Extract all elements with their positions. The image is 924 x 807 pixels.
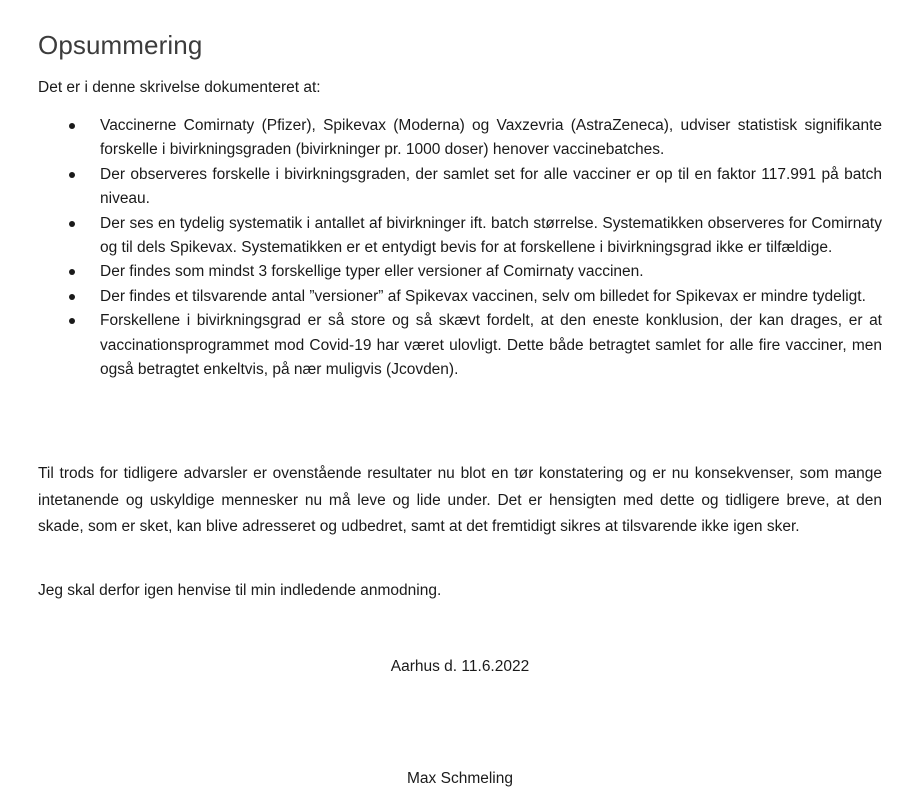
bullet-text: Der findes et tilsvarende antal ”versioner” af Spikevax vaccinen, selv om billedet for Spikevax er mindre tydeligt. (100, 287, 866, 305)
bullet-text: Vaccinerne Comirnaty (Pfizer), Spikevax (Moderna) og Vaxzevria (AstraZeneca), udviser statistisk signifikante forskelle i bivirkningsgraden (bivirkninger pr. 1000 doser) henover vaccinebatches. (100, 117, 882, 159)
bullet-item (38, 212, 882, 261)
bullet-item (38, 285, 882, 309)
bullet-text: Der findes som mindst 3 forskellige typer eller versioner af Comirnaty vaccinen. (100, 263, 644, 281)
body-paragraph: Til trods for tidligere advarsler er ovenstående resultater nu blot en tør konstatering og er nu konsekvenser, som mange intetanende og uskyldige mennesker nu må leve og lide under. Det er hensigten med dette og tidligere breve, at den skade, som er sket, kan blive adresseret og udbedret, samt at det fremtidigt sikres at tilsvarende ikke igen sker. (38, 465, 882, 535)
bullet-dot-icon (69, 172, 75, 178)
bullet-dot-icon (69, 294, 75, 300)
place-date: Aarhus d. 11.6.2022 (390, 658, 530, 675)
body-paragraph: Jeg skal derfor igen henvise til min indledende anmodning. (38, 582, 442, 599)
bullet-dot-icon (69, 318, 75, 324)
summary-bullet-list (38, 114, 882, 382)
section-heading: Opsummering (38, 30, 203, 60)
bullet-item (38, 260, 882, 284)
bullet-dot-icon (69, 269, 75, 275)
bullet-item (38, 114, 882, 163)
signature-name: Max Schmeling (407, 770, 513, 787)
bullet-dot-icon (69, 221, 75, 227)
bullet-text: Der observeres forskelle i bivirkningsgraden, der samlet set for alle vacciner er op til en faktor 117.991 på batch niveau. (100, 165, 882, 208)
bullet-text: Der ses en tydelig systematik i antallet af bivirkninger ift. batch størrelse. Systematikken observeres for Comirnaty og til dels Spikevax. Systematikken er et entydigt bevis for at forskellene i bivirkningsgrad ikke er tilfældige. (100, 214, 882, 257)
bullet-item (38, 309, 882, 382)
bullet-dot-icon (69, 123, 75, 129)
bullet-text: Forskellene i bivirkningsgrad er så store og så skævt fordelt, at den eneste konklusion, der kan drages, er at vaccinationsprogrammet mod Covid-19 har været ulovligt. Dette både betragtet samlet for alle fire vacciner, men også betragtet enkeltvis, på nær muligvis (Jcovden). (100, 312, 882, 379)
intro-text: Det er i denne skrivelse dokumenteret at: (38, 79, 321, 96)
bullet-item (38, 163, 882, 212)
